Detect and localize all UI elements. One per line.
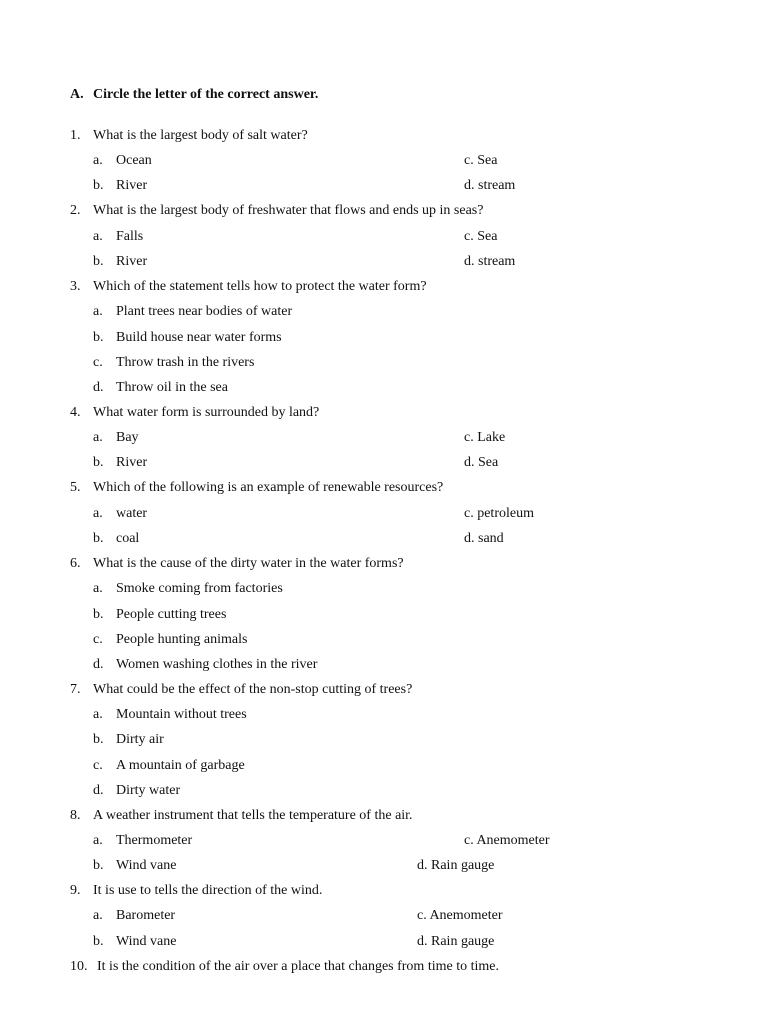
option-text: Build house near water forms bbox=[116, 330, 282, 345]
section-instruction: Circle the letter of the correct answer. bbox=[93, 87, 319, 102]
option-text: Dirty air bbox=[116, 732, 164, 747]
question-number: 5. bbox=[70, 480, 81, 495]
question-text: What is the largest body of freshwater that flows and ends up in seas? bbox=[93, 203, 484, 218]
option-text: d. stream bbox=[464, 178, 516, 193]
option-text: Thermometer bbox=[116, 833, 193, 848]
option-text: Smoke coming from factories bbox=[116, 581, 283, 596]
option-text: Bay bbox=[116, 430, 139, 445]
question-text: What could be the effect of the non-stop cutting of trees? bbox=[93, 682, 413, 697]
option-text: Women washing clothes in the river bbox=[116, 657, 318, 672]
option-text: d. Rain gauge bbox=[417, 858, 495, 873]
option-text: Falls bbox=[116, 229, 144, 244]
option-letter: a. bbox=[93, 833, 103, 848]
option-text: River bbox=[116, 178, 148, 193]
option-text: d. stream bbox=[464, 254, 516, 269]
question-number: 3. bbox=[70, 279, 81, 294]
option-letter: c. bbox=[93, 632, 103, 647]
option-text: c. petroleum bbox=[464, 506, 534, 521]
option-letter: a. bbox=[93, 304, 103, 319]
option-text: Ocean bbox=[116, 153, 152, 168]
option-text: Barometer bbox=[116, 908, 176, 923]
option-text: d. Sea bbox=[464, 455, 499, 470]
question-text: What is the largest body of salt water? bbox=[93, 128, 308, 143]
option-text: c. Sea bbox=[464, 229, 498, 244]
option-letter: a. bbox=[93, 908, 103, 923]
question-text: Which of the following is an example of renewable resources? bbox=[93, 480, 444, 495]
option-text: River bbox=[116, 254, 148, 269]
section-letter: A. bbox=[70, 87, 84, 102]
option-letter: b. bbox=[93, 934, 104, 949]
option-text: Throw trash in the rivers bbox=[116, 355, 255, 370]
option-letter: c. bbox=[93, 758, 103, 773]
question-number: 8. bbox=[70, 808, 81, 823]
question-number: 2. bbox=[70, 203, 81, 218]
option-letter: a. bbox=[93, 506, 103, 521]
option-text: Wind vane bbox=[116, 858, 177, 873]
option-text: Dirty water bbox=[116, 783, 181, 798]
option-letter: b. bbox=[93, 607, 104, 622]
option-letter: b. bbox=[93, 178, 104, 193]
option-text: d. sand bbox=[464, 531, 504, 546]
question-text: What is the cause of the dirty water in the water forms? bbox=[93, 556, 404, 571]
option-text: A mountain of garbage bbox=[116, 758, 245, 773]
question-text: It is the condition of the air over a place that changes from time to time. bbox=[97, 959, 499, 974]
question-text: A weather instrument that tells the temperature of the air. bbox=[93, 808, 413, 823]
question-number: 6. bbox=[70, 556, 81, 571]
option-letter: b. bbox=[93, 330, 104, 345]
question-text: What water form is surrounded by land? bbox=[93, 405, 320, 420]
option-text: c. Anemometer bbox=[464, 833, 550, 848]
option-text: Plant trees near bodies of water bbox=[116, 304, 293, 319]
option-letter: b. bbox=[93, 732, 104, 747]
option-text: c. Lake bbox=[464, 430, 506, 445]
option-text: water bbox=[116, 506, 148, 521]
option-letter: d. bbox=[93, 783, 104, 798]
option-letter: a. bbox=[93, 153, 103, 168]
question-text: It is use to tells the direction of the wind. bbox=[93, 883, 323, 898]
question-number: 7. bbox=[70, 682, 81, 697]
option-text: d. Rain gauge bbox=[417, 934, 495, 949]
option-letter: a. bbox=[93, 707, 103, 722]
option-letter: b. bbox=[93, 531, 104, 546]
option-letter: a. bbox=[93, 229, 103, 244]
option-text: coal bbox=[116, 531, 140, 546]
question-number: 10. bbox=[70, 959, 88, 974]
option-text: c. Anemometer bbox=[417, 908, 503, 923]
option-text: River bbox=[116, 455, 148, 470]
question-number: 9. bbox=[70, 883, 81, 898]
option-text: c. Sea bbox=[464, 153, 498, 168]
option-letter: d. bbox=[93, 380, 104, 395]
option-text: People hunting animals bbox=[116, 632, 248, 647]
option-text: Mountain without trees bbox=[116, 707, 247, 722]
question-number: 1. bbox=[70, 128, 81, 143]
option-letter: d. bbox=[93, 657, 104, 672]
option-letter: b. bbox=[93, 858, 104, 873]
option-letter: a. bbox=[93, 581, 103, 596]
option-letter: c. bbox=[93, 355, 103, 370]
option-letter: b. bbox=[93, 455, 104, 470]
option-letter: b. bbox=[93, 254, 104, 269]
question-number: 4. bbox=[70, 405, 81, 420]
question-text: Which of the statement tells how to protect the water form? bbox=[93, 279, 427, 294]
option-letter: a. bbox=[93, 430, 103, 445]
option-text: Throw oil in the sea bbox=[116, 380, 228, 395]
option-text: Wind vane bbox=[116, 934, 177, 949]
option-text: People cutting trees bbox=[116, 607, 227, 622]
